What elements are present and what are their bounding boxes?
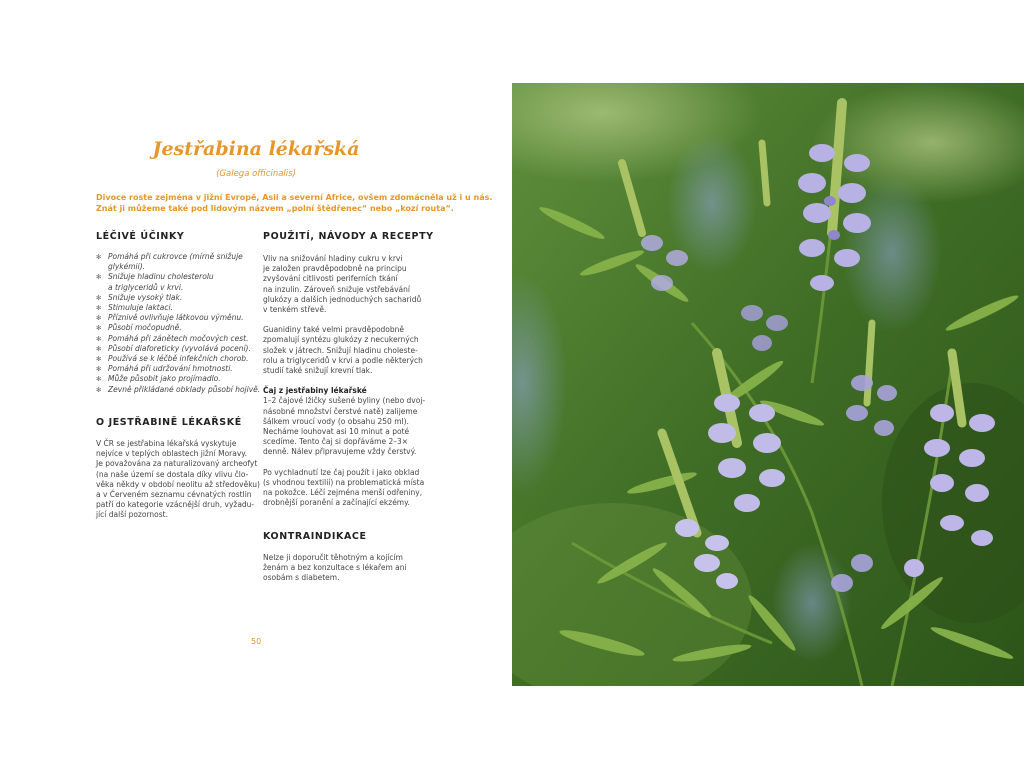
intro-text [96, 192, 493, 214]
intro-line: Divoce roste zejména v jižní Evropě, Asii a severní Africe, ovšem zdomácněla už i u nás. [96, 193, 493, 202]
intro-line: Znát ji můžeme také pod lidovým názvem „polní štědřenec“ nebo „kozí routa“. [96, 204, 454, 213]
about-heading: O JESTŘABINĚ LÉKAŘSKÉ [96, 417, 242, 428]
contra-text: Nelze ji doporučit těhotným a kojícím ženám a bez konzultace s lékařem ani osobám s diabetem. [263, 553, 407, 583]
list-item: ✻ Používá se k léčbě infekčních chorob. [96, 354, 256, 364]
list-item: ✻ Snižuje vysoký tlak. [96, 293, 256, 303]
list-item: ✻ Snižuje hladinu cholesterolu a triglyceridů v krvi. [96, 272, 256, 292]
list-item: ✻ Pomáhá při udržování hmotnosti. [96, 364, 256, 374]
list-item: ✻ Zevně přikládané obklady působí hojivě. [96, 385, 256, 395]
tea-heading: Čaj z jestřabiny lékařské [263, 386, 367, 396]
effects-list [96, 252, 261, 395]
list-item: ✻ Příznivě ovlivňuje látkovou výměnu. [96, 313, 256, 323]
about-text: V ČR se jestřabina lékařská vyskytuje nejvíce v teplých oblastech jižní Moravy. Je považována za naturalizovaný archeofyt (na naše území se dostala díky vlivu člo- věka někdy v období neolitu až středověku) a v Červeném seznamu cévnatých rostlin patří do kategorie vzácnější druh, vyžadu- jící další pozornost. [96, 439, 260, 520]
page-number: 50 [251, 637, 262, 646]
effects-heading: LÉČIVÉ ÚČINKY [96, 231, 185, 242]
list-item: ✻ Může působit jako projímadlo. [96, 374, 256, 384]
list-item: ✻ Stimuluje laktaci. [96, 303, 256, 313]
usage-text: Vliv na snižování hladiny cukru v krvi je založen pravděpodobně na principu zvyšování citlivosti periferních tkání na inzulin. Zároveň snižuje vstřebávání glukózy a dalších jednoduchých sacharidů v tenkém střevě. Guanidiny také velmi pravděpodobně zpomalují syntézu glukózy z necukerných složek v játrech. Snižují hladinu choleste- rolu a triglyceridů v krvi a podle některých studií také snižují krevní tlak. Čaj z jestřabiny lékařské 1–2 čajové lžičky sušené byliny (nebo dvoj- násobné množství čerstvé natě) zalijeme šálkem vroucí vody (o obsahu 250 ml). Necháme louhovat asi 10 minut a poté scedíme. Tento čaj si dopřáváme 2–3× denně. Nálev připravujeme vždy čerstvý. Po vychladnutí lze čaj použít i jako obklad (s vhodnou textilií) na problematická místa na pokožce. Léčí zejména menší odřeniny, drobnější poranění a začínající ekzémy. [263, 254, 426, 508]
galega-photo [512, 83, 1024, 686]
latin-name: (Galega officinalis) [216, 169, 296, 179]
usage-heading: POUŽITÍ, NÁVODY A RECEPTY [263, 231, 434, 242]
list-item: ✻ Pomáhá při zánětech močových cest. [96, 334, 256, 344]
contra-heading: KONTRAINDIKACE [263, 531, 367, 542]
list-item: ✻ Pomáhá při cukrovce (mírně snižuje glykémii). [96, 252, 256, 272]
list-item: ✻ Působí močopudně. [96, 323, 256, 333]
list-item: ✻ Působí diaforeticky (vyvolává pocení). [96, 344, 256, 354]
page-title: Jestřabina lékařská [152, 138, 360, 160]
